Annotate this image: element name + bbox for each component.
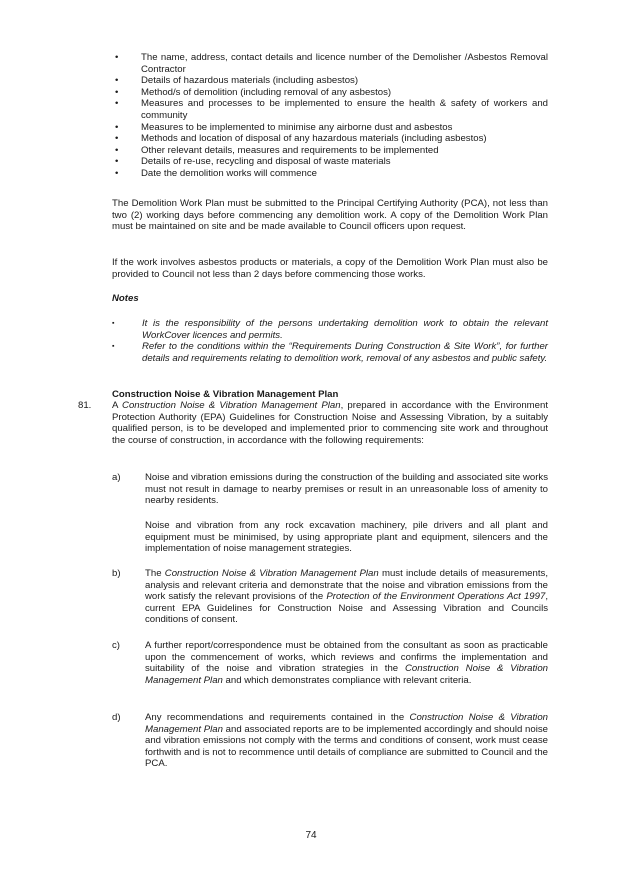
- bullet-icon: •: [115, 86, 119, 98]
- note-item: ▪ It is the responsibility of the persons undertaking demolition work to obtain the relevant WorkCover licences and permits.: [112, 318, 548, 341]
- demolition-plan-requirements-list: [115, 52, 548, 180]
- bullet-icon: •: [115, 75, 119, 87]
- item-c-text: A further report/correspondence must be obtained from the consultant as soon as practicable upon the commencement of works, which reviews and confirms the implementation and suitability of the noise and vibration strategies in the Construction Noise & Vibration Management Plan and which demonstrates compliance with relevant criteria.: [145, 640, 548, 686]
- item-label-d: d): [112, 712, 121, 723]
- notes-list: [112, 318, 548, 364]
- item-label-c: c): [112, 640, 120, 651]
- notes-heading: Notes: [112, 293, 139, 304]
- asbestos-paragraph: If the work involves asbestos products or materials, a copy of the Demolition Work Plan must also be provided to Council not less than 2 days before commencing those works.: [112, 257, 548, 280]
- square-bullet-icon: ▪: [112, 343, 115, 351]
- list-item: • Measures to be implemented to minimise any airborne dust and asbestos: [115, 121, 453, 133]
- item-d-text: Any recommendations and requirements contained in the Construction Noise & Vibration Management Plan and associated reports are to be implemented accordingly and should noise and vibration emissions not comply with the terms and conditions of consent, work must cease forthwith and is not to recommence until details of compliance are submitted to Council and the PCA.: [145, 712, 548, 770]
- item-label-a: a): [112, 472, 121, 483]
- list-item: • Details of hazardous materials (including asbestos): [115, 75, 359, 87]
- bullet-icon: •: [115, 167, 119, 179]
- condition-number: 81.: [78, 400, 92, 411]
- list-item: • Methods and location of disposal of any hazardous materials (including asbestos): [115, 133, 487, 145]
- page-number: 74: [305, 830, 317, 841]
- bullet-icon: •: [115, 52, 119, 63]
- bullet-icon: •: [115, 98, 119, 110]
- section-heading: Construction Noise & Vibration Management Plan: [112, 389, 339, 400]
- bullet-icon: •: [115, 133, 119, 145]
- list-item: • Measures and processes to be implemented to ensure the health & safety of workers and community: [115, 98, 548, 121]
- submission-paragraph: The Demolition Work Plan must be submitted to the Principal Certifying Authority (PCA), not less than two (2) working days before commencing any demolition work. A copy of the Demolition Work Plan must be maintained on site and be made available to Council officers upon request.: [112, 198, 548, 233]
- condition-intro: A Construction Noise & Vibration Management Plan, prepared in accordance with the Environment Protection Authority (EPA) Guidelines for Construction Noise and Assessing Vibration, by a suitably qualified person, is to be developed and implemented prior to commencing site work and throughout the course of construction, in accordance with the following requirements:: [112, 400, 548, 446]
- item-label-b: b): [112, 568, 121, 579]
- bullet-icon: •: [115, 121, 119, 133]
- list-item: • The name, address, contact details and licence number of the Demolisher /Asbestos Removal Contractor: [115, 52, 548, 75]
- item-a-paragraph-1: Noise and vibration emissions during the construction of the building and associated site works must not result in damage to nearby premises or result in an unreasonable loss of amenity to nearby residents.: [145, 472, 548, 507]
- list-item: • Method/s of demolition (including removal of any asbestos): [115, 86, 392, 98]
- list-item: • Details of re-use, recycling and disposal of waste materials: [115, 156, 391, 168]
- item-b-text: The Construction Noise & Vibration Management Plan must include details of measurements, analysis and relevant criteria and demonstrate that the noise and vibration emissions from the work satisfy the relevant provisions of the Protection of the Environment Operations Act 1997, current EPA Guidelines for Construction Noise and Assessing Vibration and Councils conditions of consent.: [145, 568, 548, 626]
- list-item: • Other relevant details, measures and requirements to be implemented: [115, 144, 439, 156]
- bullet-icon: •: [115, 156, 119, 168]
- square-bullet-icon: ▪: [112, 320, 115, 327]
- bullet-icon: •: [115, 144, 119, 156]
- item-a-paragraph-2: Noise and vibration from any rock excavation machinery, pile drivers and all plant and equipment must be minimised, by using appropriate plant and equipment, silencers and the implementation of noise management strategies.: [145, 520, 548, 555]
- list-item: • Date the demolition works will commence: [115, 167, 317, 179]
- note-item: ▪ Refer to the conditions within the “Requirements During Construction & Site Work”, for further details and requirements relating to demolition work, removal of any asbestos and public safety.: [112, 341, 548, 364]
